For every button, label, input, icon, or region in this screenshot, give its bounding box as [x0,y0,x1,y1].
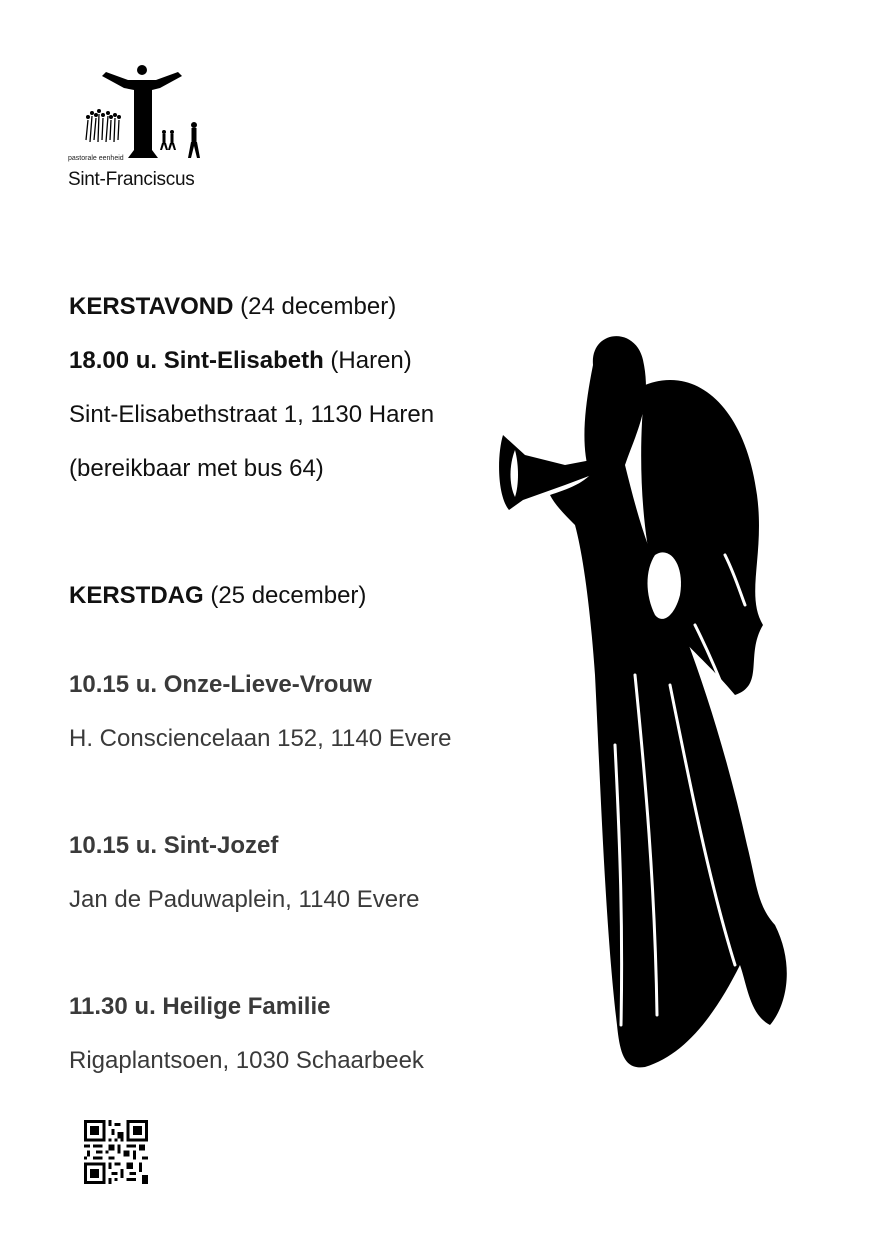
service-address: Rigaplantsoen, 1030 Schaarbeek [69,1047,424,1074]
service-address: Jan de Paduwaplein, 1140 Evere [69,886,420,913]
service-address: H. Consciencelaan 152, 1140 Evere [69,725,452,752]
christmas-eve-date: (24 december) [240,293,397,320]
christmas-eve-heading-line [69,293,396,321]
qr-code-icon [84,1120,148,1184]
service-title: 10.15 u. Sint-Jozef [69,832,279,859]
service-title: 10.15 u. Onze-Lieve-Vrouw [69,671,372,698]
christmas-eve-heading: KERSTAVOND [69,293,234,320]
christmas-eve-area: (Haren) [330,347,412,374]
christmas-day-heading: KERSTDAG [69,582,204,609]
christmas-day-date: (25 december) [210,582,367,609]
angel-trumpet-icon [495,325,805,1075]
logo-name: Sint-Franciscus [68,169,195,190]
christmas-eve-time-church: 18.00 u. Sint-Elisabeth [69,347,324,374]
parish-logo [66,58,216,198]
christmas-eve-note: (bereikbaar met bus 64) [69,455,324,482]
christmas-eve-address: Sint-Elisabethstraat 1, 1130 Haren [69,401,435,428]
franciscus-logo-icon [84,62,214,162]
christmas-day-heading-line [69,582,366,610]
logo-subtitle: pastorale eenheid [68,155,124,162]
service-title: 11.30 u. Heilige Familie [69,993,331,1020]
christmas-eve-service-line [69,347,412,375]
